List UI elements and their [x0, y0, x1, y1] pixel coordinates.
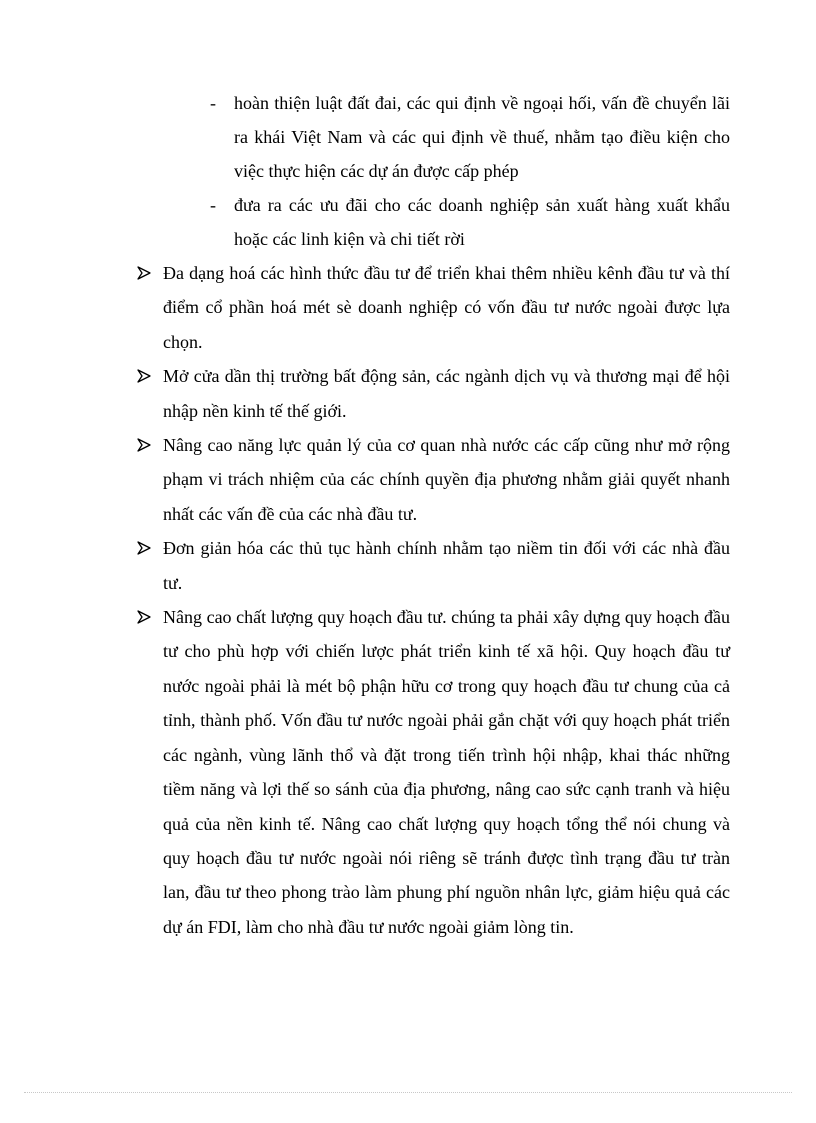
- arrow-bullet-icon: [137, 266, 151, 280]
- main-list-item: [137, 531, 730, 600]
- sub-item-text: hoàn thiện luật đất đai, các qui định về ngoại hối, vấn đề chuyển lãi ra khái Việt Nam và các qui định về thuế, nhằm tạo điều kiện cho việc thực hiện các dự án được cấp phép: [234, 93, 730, 181]
- arrow-bullet-icon: [137, 369, 151, 383]
- main-list-item: [137, 600, 730, 944]
- main-list-item: [137, 359, 730, 428]
- main-item-text: Nâng cao năng lực quản lý của cơ quan nhà nước các cấp cũng như mở rộng phạm vi trách nhiệm của các chính quyền địa phương nhằm giải quyết nhanh nhất các vấn đề của các nhà đầu tư.: [163, 435, 730, 524]
- arrow-bullet-icon: [137, 541, 151, 555]
- main-item-text: Đa dạng hoá các hình thức đầu tư để triển khai thêm nhiều kênh đầu tư và thí điểm cổ phần hoá mét sè doanh nghiệp có vốn đầu tư nước ngoài được lựa chọn.: [163, 263, 730, 352]
- dash-bullet: -: [210, 93, 216, 113]
- main-item-text: Nâng cao chất lượng quy hoạch đầu tư. chúng ta phải xây dựng quy hoạch đầu tư cho phù hợp với chiến lược phát triển kinh tế xã hội. Quy hoạch đầu tư nước ngoài phải là mét bộ phận hữu cơ trong quy hoạch đầu tư chung của cả tỉnh, thành phố. Vốn đầu tư nước ngoài phải gắn chặt với quy hoạch phát triển các ngành, vùng lãnh thổ và đặt trong tiến trình hội nhập, khai thác những tiềm năng và lợi thế so sánh của địa phương, nâng cao sức cạnh tranh và hiệu quả của nền kinh tế. Nâng cao chất lượng quy hoạch tổng thể nói chung và quy hoạch đầu tư nước ngoài nói riêng sẽ tránh được tình trạng đầu tư tràn lan, đầu tư theo phong trào làm phung phí nguồn nhân lực, giảm hiệu quả các dự án FDI, làm cho nhà đầu tư nước ngoài giảm lòng tin.: [163, 607, 730, 937]
- main-item-text: Mở cửa dần thị trường bất động sản, các ngành dịch vụ và thương mại để hội nhập nền kinh tế thế giới.: [163, 366, 730, 421]
- dash-bullet: -: [210, 195, 216, 215]
- arrow-bullet-icon: [137, 438, 151, 452]
- footer-divider: [24, 1092, 792, 1093]
- main-list-item: [137, 428, 730, 531]
- main-list-item: [137, 256, 730, 359]
- arrow-bullet-icon: [137, 610, 151, 624]
- sub-list-item: [210, 86, 730, 188]
- sub-bullet-list: [210, 86, 730, 256]
- main-bullet-list: [137, 256, 730, 944]
- sub-list-item: [210, 188, 730, 256]
- sub-item-text: đưa ra các ưu đãi cho các doanh nghiệp sản xuất hàng xuất khẩu hoặc các linh kiện và chi tiết rời: [234, 195, 730, 249]
- main-item-text: Đơn giản hóa các thủ tục hành chính nhằm tạo niềm tin đối với các nhà đầu tư.: [163, 538, 730, 593]
